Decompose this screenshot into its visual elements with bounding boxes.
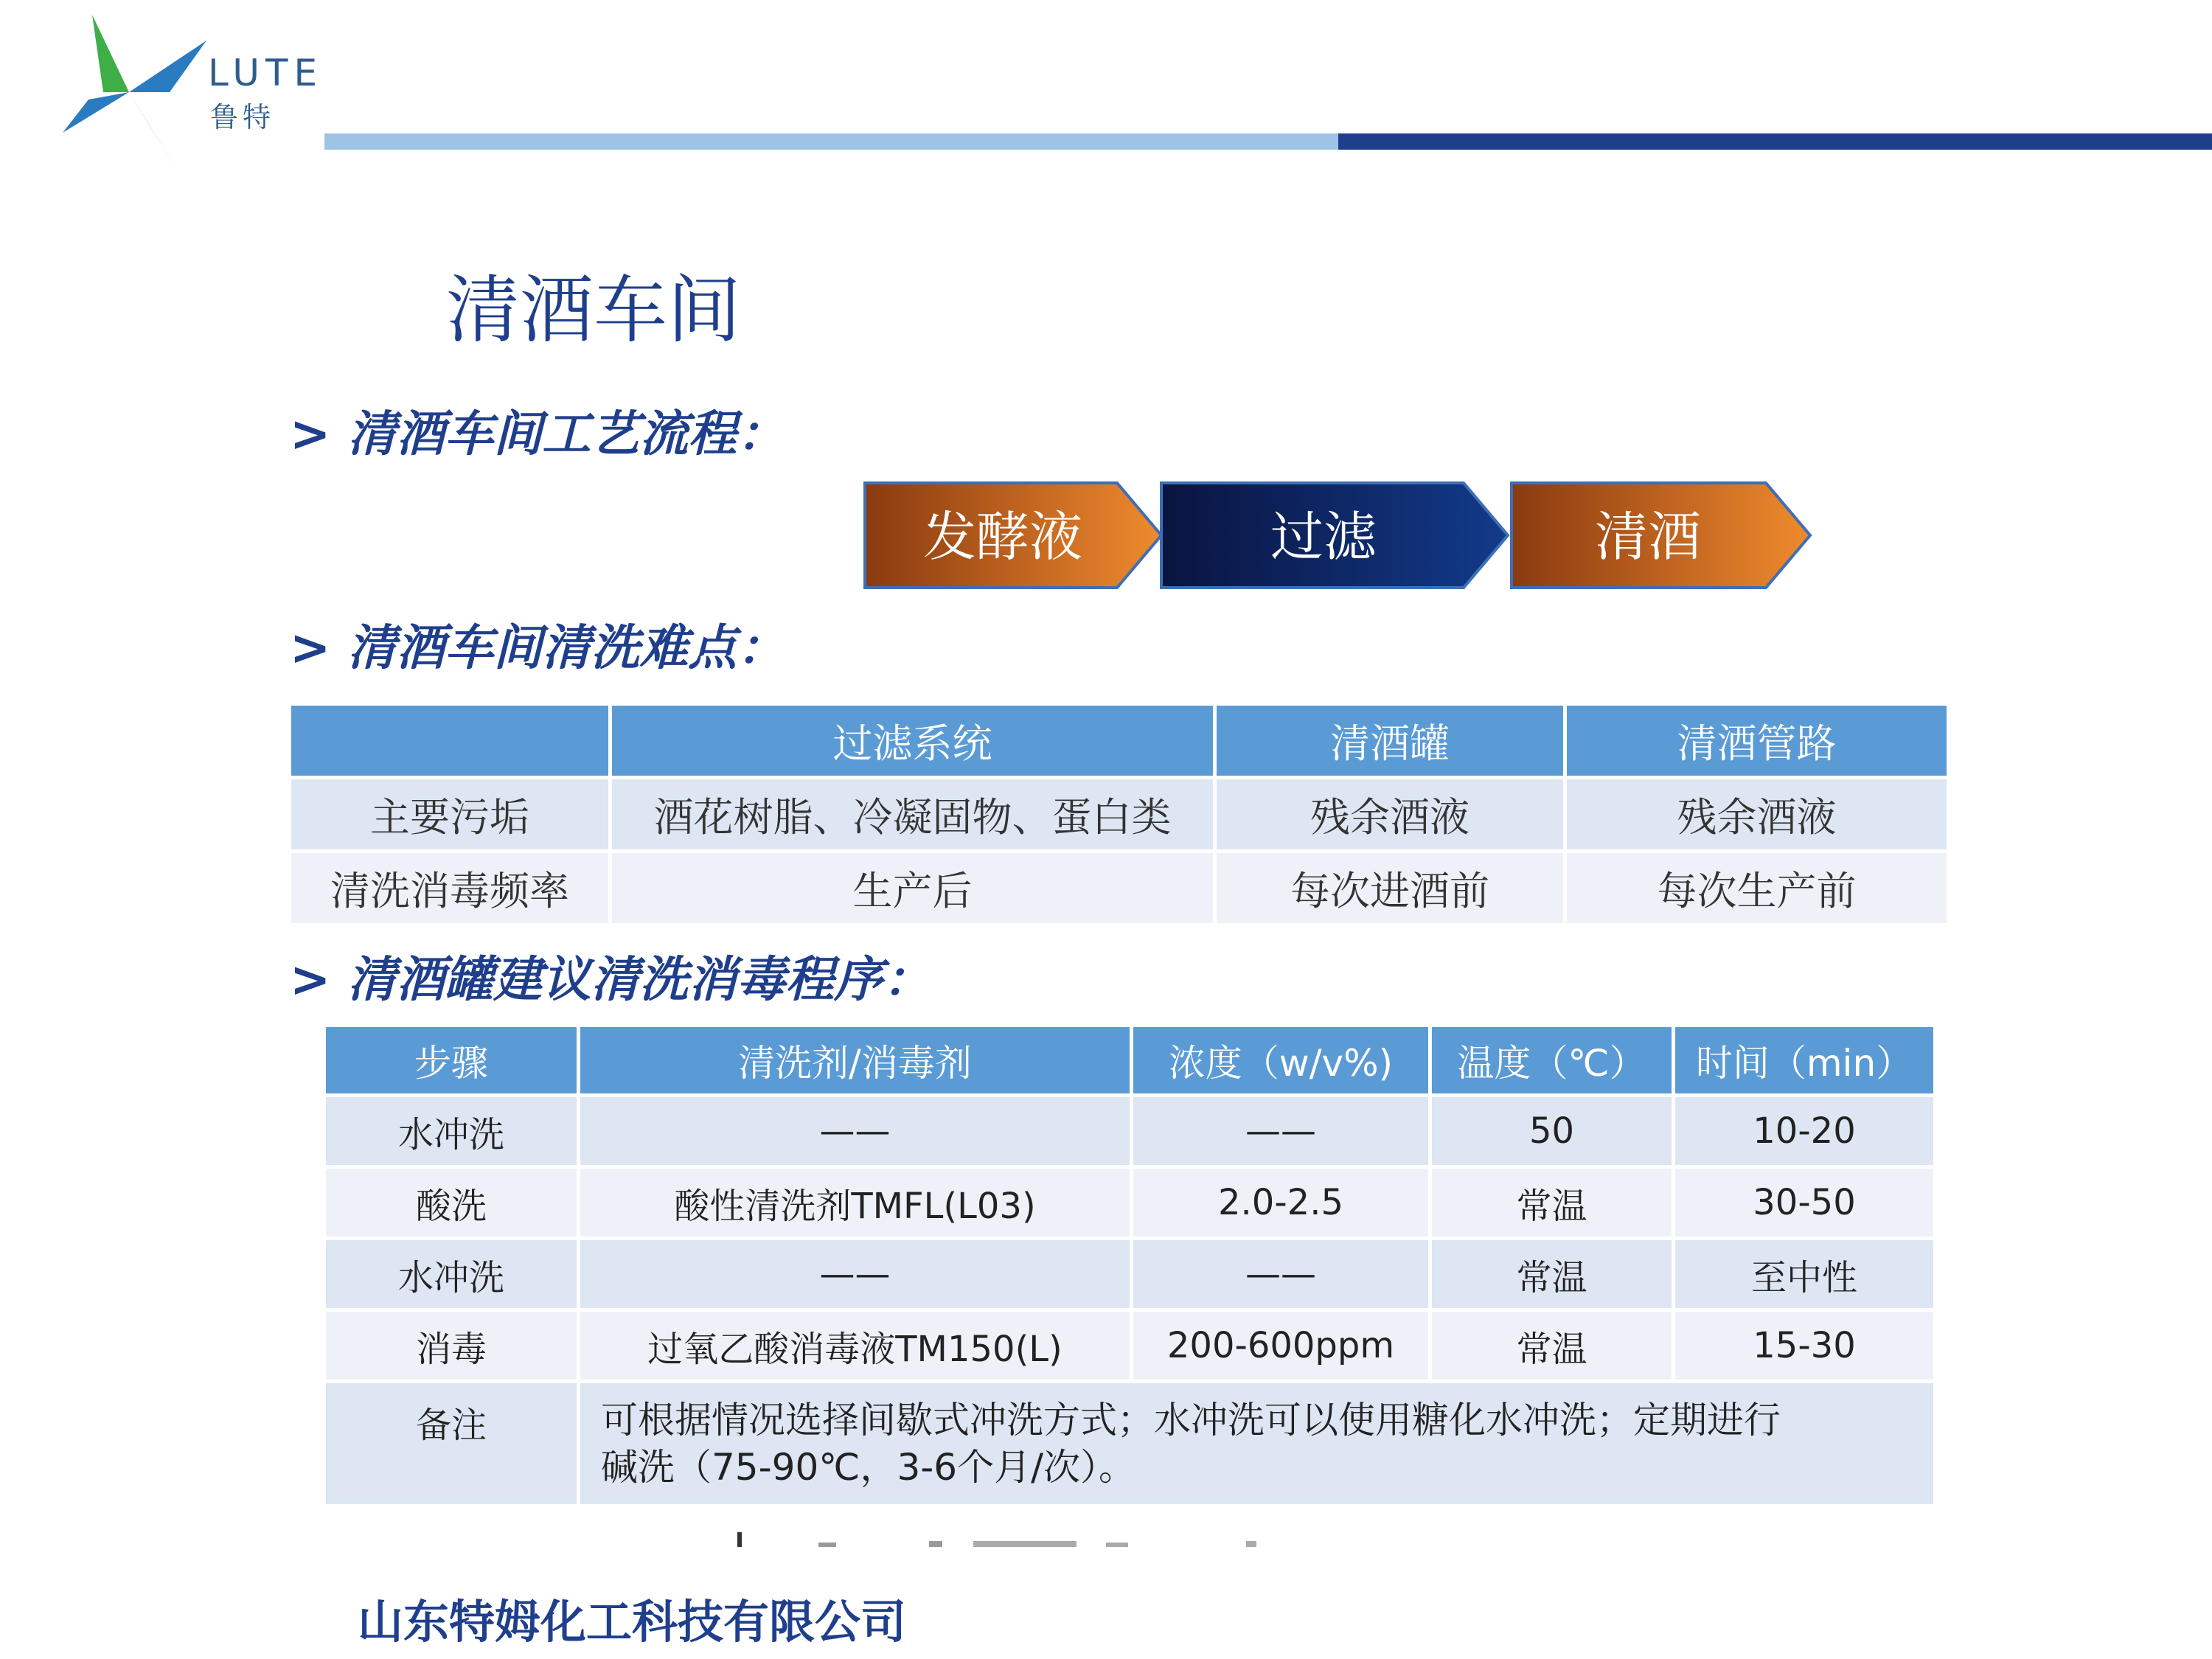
table-header-cell: 清酒管路 [1565, 704, 1949, 778]
table-header-cell: 过滤系统 [611, 704, 1215, 778]
table-row [324, 1310, 1935, 1382]
table-cell: 残余酒液 [1565, 778, 1949, 852]
table-cell: 10-20 [1674, 1096, 1935, 1167]
table-cell: —— [1132, 1096, 1430, 1167]
table-cell: —— [1132, 1239, 1430, 1310]
section-heading-process-flow: > 清酒车间工艺流程： [290, 406, 786, 462]
cleaning-procedure-table [322, 1023, 1937, 1508]
table-cell: 主要污垢 [290, 778, 611, 852]
table-cell: 常温 [1430, 1239, 1674, 1310]
table-header-cell: 时间（min） [1674, 1026, 1935, 1096]
table-cell: 消毒 [324, 1310, 579, 1382]
flow-step-bright-beer: 清酒 [1594, 506, 1701, 568]
logo-text-cn: 鲁特 [210, 101, 276, 133]
note-line-2: 碱洗（75-90℃，3-6个月/次）。 [601, 1446, 1135, 1489]
note-label: 备注 [324, 1382, 579, 1506]
table-header-cell: 温度（℃） [1430, 1026, 1674, 1096]
clipped-text-fragment [737, 1532, 1298, 1547]
table-header-cell: 浓度（w/v%) [1132, 1026, 1430, 1096]
table-row [290, 778, 1949, 852]
table-cell: 15-30 [1674, 1310, 1935, 1382]
table-cell: 水冲洗 [324, 1096, 579, 1167]
table-row-note [324, 1382, 1935, 1506]
table-row [324, 1096, 1935, 1167]
table-cell: 30-50 [1674, 1167, 1935, 1239]
footer-company-name: 山东特姆化工科技有限公司 [358, 1595, 907, 1649]
table-header-row [290, 704, 1949, 778]
table-header-row [324, 1026, 1935, 1096]
table-row [290, 852, 1949, 925]
table-cell: 常温 [1430, 1167, 1674, 1239]
note-line-1: 可根据情况选择间歇式冲洗方式；水冲洗可以使用糖化水冲洗；定期进行 [601, 1399, 1781, 1441]
table-header-cell: 步骤 [324, 1026, 579, 1096]
table-row [324, 1167, 1935, 1239]
table-cell: —— [579, 1096, 1132, 1167]
table-header-cell: 清洗剂/消毒剂 [579, 1026, 1132, 1096]
table-cell: 常温 [1430, 1310, 1674, 1382]
table-header-cell [290, 704, 611, 778]
table-cell: 酒花树脂、冷凝固物、蛋白类 [611, 778, 1215, 852]
section-heading-cleaning-procedure: > 清酒罐建议清洗消毒程序： [290, 951, 932, 1008]
table-cell: 清洗消毒频率 [290, 852, 611, 925]
cleaning-difficulties-table [288, 702, 1950, 927]
logo-text-en: LUTE [208, 52, 324, 94]
table-cell: 残余酒液 [1215, 778, 1565, 852]
table-cell: 过氧乙酸消毒液TM150(L) [579, 1310, 1132, 1382]
table-cell: 水冲洗 [324, 1239, 579, 1310]
section-heading-cleaning-difficulties: > 清酒车间清洗难点： [290, 619, 786, 676]
table-cell: —— [579, 1239, 1132, 1310]
table-cell: 酸性清洗剂TMFL(L03) [579, 1167, 1132, 1239]
page-title: 清酒车间 [446, 267, 741, 353]
flow-step-filtration: 过滤 [1270, 506, 1377, 568]
header-bar-light [324, 133, 1338, 150]
table-cell: 每次生产前 [1565, 852, 1949, 925]
table-cell: 每次进酒前 [1215, 852, 1565, 925]
table-cell: 酸洗 [324, 1167, 579, 1239]
note-text [579, 1382, 1935, 1506]
table-cell: 50 [1430, 1096, 1674, 1167]
table-row [324, 1239, 1935, 1310]
table-cell: 2.0-2.5 [1132, 1167, 1430, 1239]
table-cell: 200-600ppm [1132, 1310, 1430, 1382]
table-cell: 生产后 [611, 852, 1215, 925]
table-cell: 至中性 [1674, 1239, 1935, 1310]
table-header-cell: 清酒罐 [1215, 704, 1565, 778]
header-bar-dark [1338, 133, 2212, 150]
flow-step-fermentation: 发酵液 [922, 506, 1082, 568]
